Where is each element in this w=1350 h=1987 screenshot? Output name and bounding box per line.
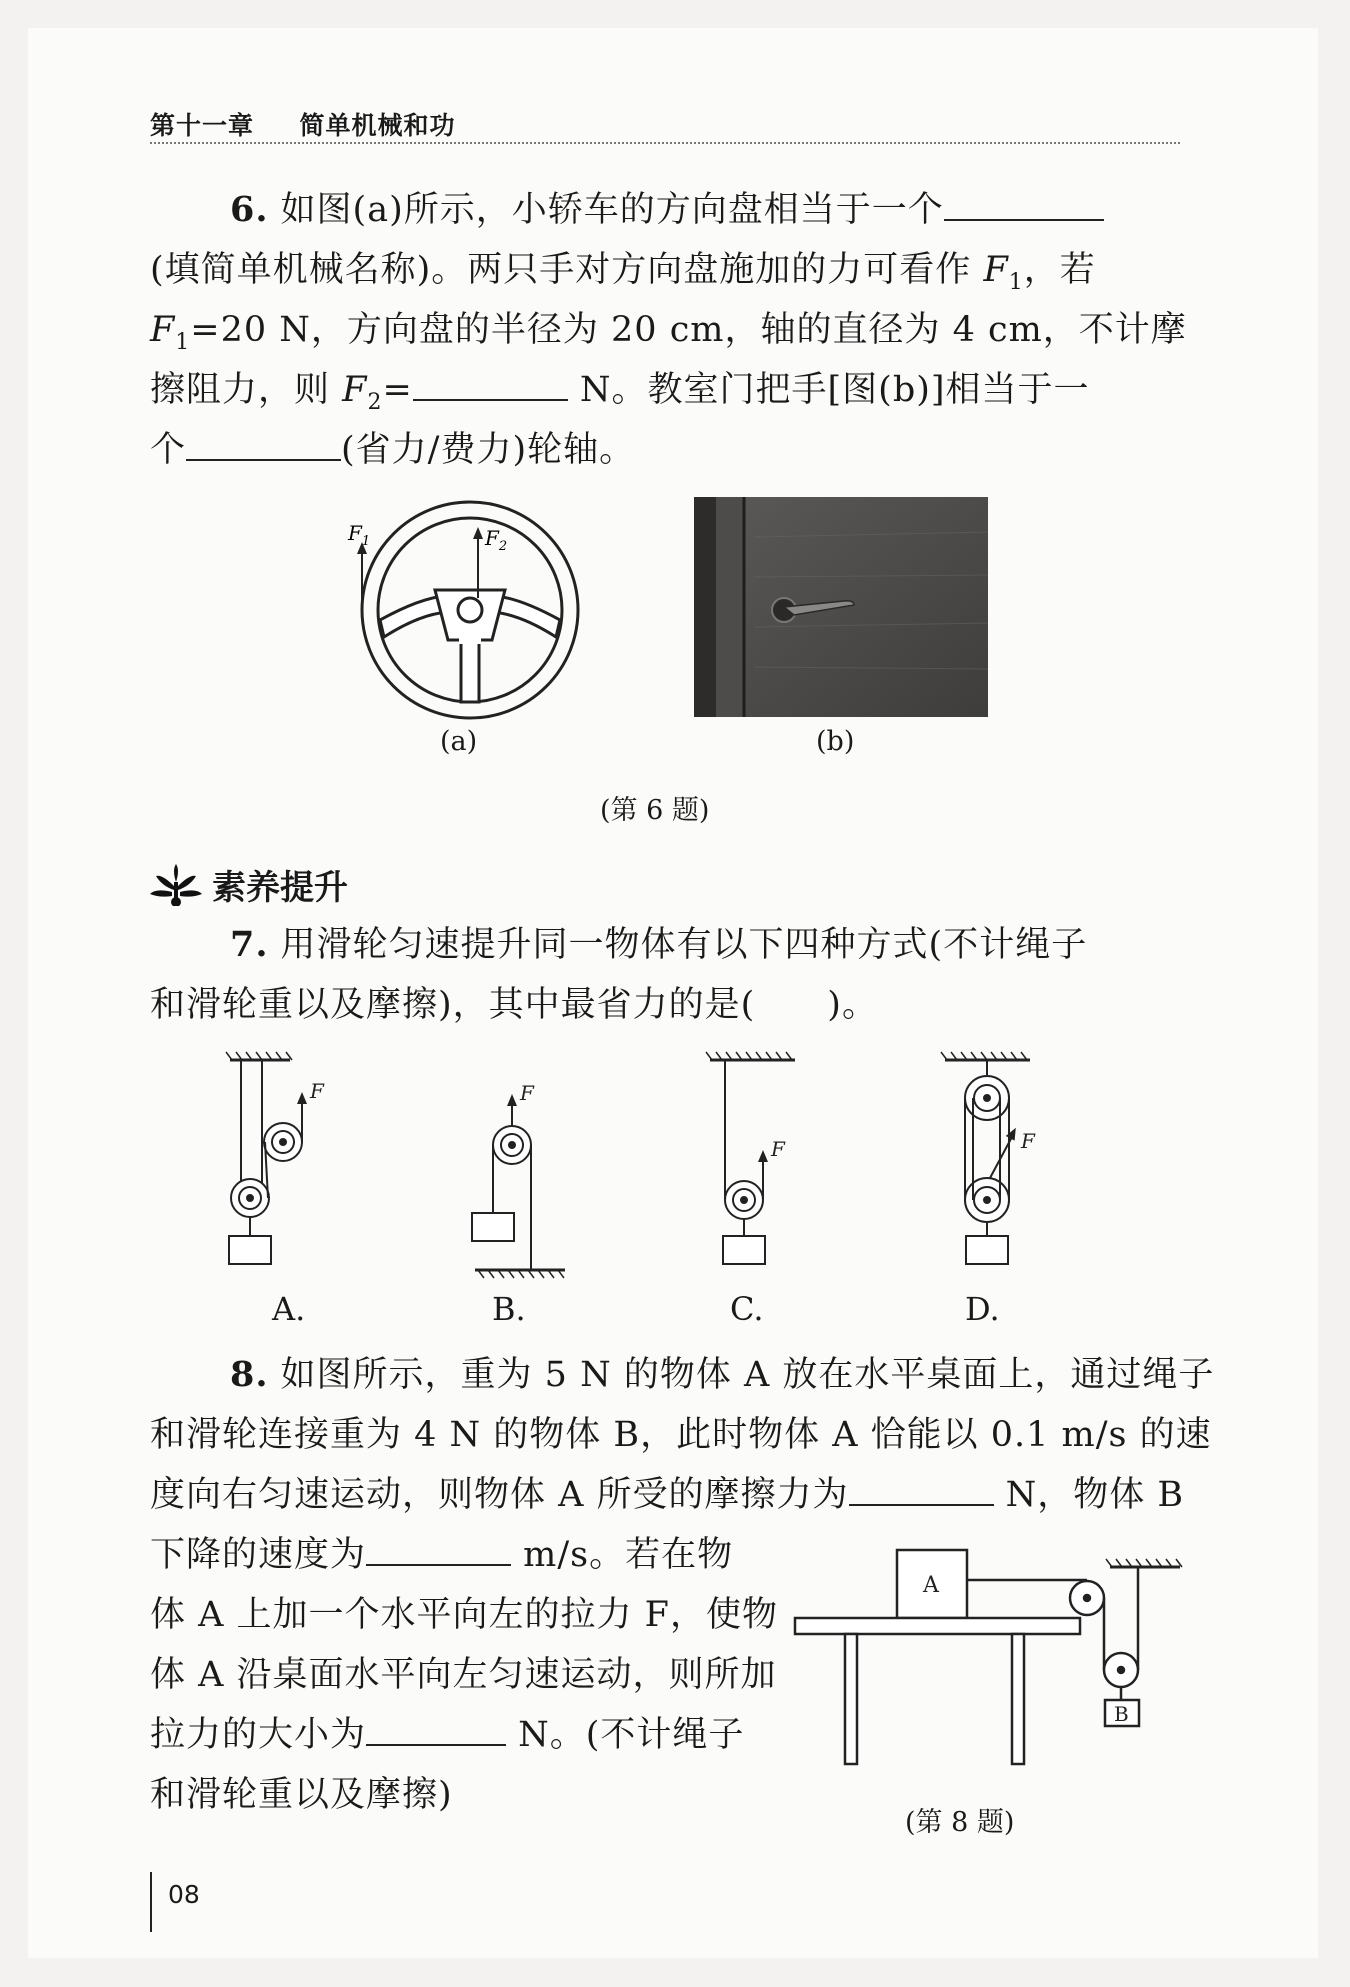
q6-text-4a: 擦阻力，则 — [150, 370, 343, 410]
q8-number: 8. — [230, 1354, 269, 1395]
label-F1: $F_1$ — [348, 521, 371, 549]
q6-F-symbol: F — [342, 370, 368, 410]
page-number-rule — [150, 1872, 152, 1932]
q7-option-d[interactable]: D. — [965, 1290, 1000, 1328]
q8-blank-3[interactable] — [366, 1714, 506, 1746]
q6-subscript: 2 — [367, 390, 383, 415]
q6-text-3: =20 N，方向盘的半径为 20 cm，轴的直径为 4 cm，不计摩 — [190, 310, 1187, 350]
chapter-number: 第十一章 — [150, 111, 255, 140]
q8-line3 — [150, 1465, 1184, 1525]
q8-line2 — [150, 1405, 1212, 1465]
q8-blank-1[interactable] — [849, 1474, 994, 1506]
q6-text-4b: = — [382, 370, 413, 410]
block-A-label: A — [923, 1573, 939, 1598]
q8-blank-2[interactable] — [366, 1534, 511, 1566]
q6-blank-1[interactable] — [944, 189, 1104, 221]
q7-text-1: 用滑轮匀速提升同一物体有以下四种方式(不计绳子 — [280, 925, 1088, 965]
q6-text-2a: (填简单机械名称)。两只手对方向盘施加的力可看作 — [150, 250, 984, 290]
q7-text-2: 和滑轮重以及摩擦)，其中最省力的是( )。 — [150, 985, 878, 1025]
q7-option-b[interactable]: B. — [492, 1290, 526, 1328]
page-number: 08 — [168, 1880, 200, 1909]
fig-a-label: (a) — [440, 726, 478, 757]
q8-line1 — [150, 1345, 1214, 1405]
label-F2: $F_2$ — [485, 526, 508, 554]
q6-F-symbol: F — [150, 310, 176, 350]
q8-text-2: 和滑轮连接重为 4 N 的物体 B，此时物体 A 恰能以 0.1 m/s 的速 — [150, 1415, 1212, 1455]
q7-force-label: F — [771, 1137, 785, 1161]
q8-text-7b: N。(不计绳子 — [506, 1715, 745, 1755]
q8-table-pulley-figure — [790, 1540, 1190, 1780]
chapter-header — [150, 106, 455, 142]
q8-text-5: 体 A 上加一个水平向左的拉力 F，使物 — [150, 1595, 778, 1635]
q6-blank-2[interactable] — [413, 369, 568, 401]
q6-subscript: 1 — [175, 330, 191, 355]
q7-force-label: F — [310, 1079, 324, 1103]
q8-text-7a: 拉力的大小为 — [150, 1715, 367, 1755]
q6-text-2b: ，若 — [1023, 250, 1096, 290]
q6-F-symbol: F — [983, 250, 1009, 290]
q6-line1 — [150, 180, 1104, 240]
q6-text-5b: (省力/费力)轮轴。 — [341, 430, 636, 470]
q8-text-8: 和滑轮重以及摩擦) — [150, 1775, 453, 1815]
q7-force-label: F — [520, 1081, 534, 1105]
q6-blank-3[interactable] — [186, 429, 341, 461]
q8-text-3b: N，物体 B — [993, 1475, 1185, 1515]
q6-subscript: 1 — [1008, 270, 1024, 295]
section-title: 素养提升 — [212, 868, 348, 908]
q8-text-6: 体 A 沿桌面水平向左匀速运动，则所加 — [150, 1655, 777, 1695]
q7-line2 — [150, 975, 878, 1035]
door-handle-photo — [694, 497, 988, 717]
header-divider — [150, 142, 1180, 144]
fig-b-label: (b) — [816, 726, 855, 757]
q8-line8 — [150, 1765, 453, 1825]
q6-line5 — [150, 420, 635, 480]
q6-text-5a: 个 — [150, 430, 187, 470]
q8-text-3a: 度向右匀速运动，则物体 A 所受的摩擦力为 — [150, 1475, 849, 1515]
section-heading — [150, 860, 348, 909]
q8-line4 — [150, 1525, 733, 1585]
q6-text-1: 如图(a)所示，小轿车的方向盘相当于一个 — [280, 190, 944, 230]
q8-figure-caption: (第 8 题) — [905, 1807, 1015, 1838]
q8-text-1: 如图所示，重为 5 N 的物体 A 放在水平桌面上，通过绳子 — [280, 1355, 1215, 1395]
q7-pulley-figures — [220, 1040, 1080, 1280]
q7-line1 — [150, 915, 1087, 975]
q8-line5 — [150, 1585, 778, 1645]
q7-force-label: F — [1021, 1129, 1035, 1153]
block-B-label: B — [1114, 1702, 1129, 1726]
q7-number: 7. — [230, 924, 269, 965]
steering-wheel-figure — [340, 500, 590, 730]
q8-text-4a: 下降的速度为 — [150, 1535, 367, 1575]
q8-text-4b: m/s。若在物 — [511, 1535, 734, 1575]
sprout-icon — [150, 864, 202, 906]
q6-figure-caption: (第 6 题) — [600, 795, 710, 826]
q7-option-a[interactable]: A. — [272, 1290, 306, 1328]
q6-number: 6. — [230, 189, 269, 230]
q6-text-4c: N。教室门把手[图(b)]相当于一 — [567, 370, 1090, 410]
q8-line6 — [150, 1645, 777, 1705]
chapter-title: 简单机械和功 — [299, 111, 456, 140]
q8-line7 — [150, 1705, 744, 1765]
q7-option-c[interactable]: C. — [730, 1290, 764, 1328]
